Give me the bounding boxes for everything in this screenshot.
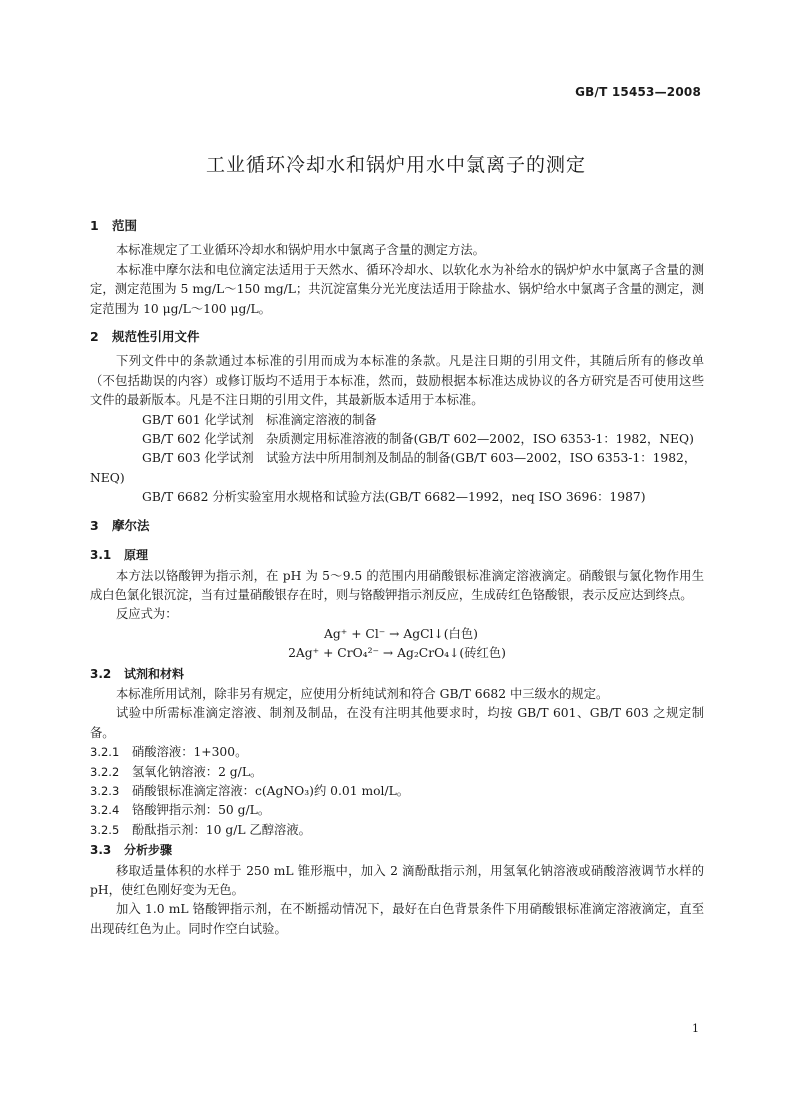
section-number: 2 — [90, 329, 99, 345]
paragraph: 试验中所需标准滴定溶液、制剂及制品，在没有注明其他要求时，均按 GB/T 601、GB/T 603 之规定制备。 — [90, 706, 704, 740]
subsection-3-1-heading — [90, 546, 704, 565]
item-number: 3.2.5 — [90, 822, 120, 837]
reference-code: GB/T 602 — [142, 432, 201, 447]
section-2-heading — [90, 327, 704, 346]
paragraph: 移取适量体积的水样于 250 mL 锥形瓶中，加入 2 滴酚酞指示剂，用氢氧化钠溶液或硝酸溶液调节水样的 pH，使红色刚好变为无色。 — [90, 863, 704, 897]
section-title: 范围 — [112, 218, 138, 233]
item-text: 铬酸钾指示剂：50 g/L。 — [132, 803, 271, 818]
reagent-item — [90, 801, 704, 820]
document-title: 工业循环冷却水和锅炉用水中氯离子的测定 — [205, 154, 586, 176]
item-text: 硝酸溶液：1+300。 — [132, 745, 248, 760]
reference-text: 化学试剂 标准滴定溶液的制备 — [204, 412, 377, 427]
reference-item — [90, 430, 704, 449]
section-number: 3 — [90, 517, 99, 533]
section-title: 规范性引用文件 — [112, 329, 200, 345]
section-1-heading — [90, 216, 704, 235]
reference-item — [90, 411, 704, 430]
paragraph: 本方法以铬酸钾为指示剂，在 pH 为 5～9.5 的范围内用硝酸银标准滴定溶液滴定。硝酸银与氯化物作用生成白色氯化银沉淀，当有过量硝酸银存在时，则与铬酸钾指示剂反应，生成砖红色铬酸银，表示反应达到终点。 — [90, 568, 704, 602]
section-title: 摩尔法 — [112, 517, 150, 533]
subsection-title: 原理 — [124, 548, 149, 563]
reagent-item — [90, 782, 704, 801]
subsection-number: 3.1 — [90, 548, 112, 563]
reference-item — [90, 488, 704, 507]
page-number: 1 — [692, 1022, 699, 1035]
reference-code: GB/T 603 — [142, 451, 201, 466]
item-number: 3.2.1 — [90, 745, 120, 760]
item-text: 氢氧化钠溶液：2 g/L。 — [132, 764, 263, 779]
reaction-equation: 2Ag⁺ + CrO₄²⁻ → Ag₂CrO₄↓(砖红色) — [288, 646, 506, 661]
paragraph: 反应式为： — [116, 607, 178, 622]
section-number: 1 — [90, 218, 99, 233]
reagent-item — [90, 743, 704, 762]
reference-text: 化学试剂 杂质测定用标准溶液的制备(GB/T 602—2002，ISO 6353-1：1982，NEQ) — [204, 432, 694, 447]
reagent-item — [90, 821, 704, 840]
subsection-number: 3.2 — [90, 666, 112, 681]
subsection-3-2-heading — [90, 665, 704, 684]
item-text: 酚酞指示剂：10 g/L 乙醇溶液。 — [132, 822, 311, 837]
reference-code: GB/T 6682 — [142, 490, 209, 505]
paragraph: 加入 1.0 mL 铬酸钾指示剂，在不断摇动情况下，最好在白色背景条件下用硝酸银标准滴定溶液滴定，直至出现砖红色为止。同时作空白试验。 — [90, 902, 704, 936]
reagent-item — [90, 763, 704, 782]
item-number: 3.2.3 — [90, 783, 120, 798]
subsection-number: 3.3 — [90, 843, 112, 858]
reference-text: 分析实验室用水规格和试验方法(GB/T 6682—1992，neq ISO 3696：1987) — [212, 490, 646, 505]
standard-code: GB/T 15453—2008 — [575, 85, 701, 99]
reference-code: GB/T 601 — [142, 412, 201, 427]
item-number: 3.2.4 — [90, 803, 120, 818]
subsection-title: 试剂和材料 — [124, 666, 185, 681]
section-3-heading — [90, 516, 704, 535]
paragraph: 本标准规定了工业循环冷却水和锅炉用水中氯离子含量的测定方法。 — [116, 243, 485, 258]
paragraph: 本标准中摩尔法和电位滴定法适用于天然水、循环冷却水、以软化水为补给水的锅炉炉水中氯离子含量的测定，测定范围为 5 mg/L～150 mg/L；共沉淀富集分光光度法适用于除盐水、锅炉给水中氯离子含量的测定，测定范围为 10 μg/L～100 μg/L。 — [90, 262, 704, 316]
item-text: 硝酸银标准滴定溶液：c(AgNO₃)约 0.01 mol/L。 — [132, 783, 410, 798]
paragraph: 下列文件中的条款通过本标准的引用而成为本标准的条款。凡是注日期的引用文件，其随后所有的修改单（不包括勘误的内容）或修订版均不适用于本标准，然而，鼓励根据本标准达成协议的各方研究是否可使用这些文件的最新版本。凡是不注日期的引用文件，其最新版本适用于本标准。 — [90, 354, 704, 408]
reference-text: 化学试剂 试验方法中所用制剂及制品的制备(GB/T 603—2002，ISO 6353-1：1982，NEQ) — [90, 451, 697, 485]
subsection-3-3-heading — [90, 841, 704, 860]
item-number: 3.2.2 — [90, 764, 120, 779]
paragraph: 本标准所用试剂，除非另有规定，应使用分析纯试剂和符合 GB/T 6682 中三级水的规定。 — [116, 686, 609, 701]
subsection-title: 分析步骤 — [124, 843, 173, 858]
reference-item — [90, 449, 704, 488]
reaction-equation: Ag⁺ + Cl⁻ → AgCl↓(白色) — [324, 626, 478, 641]
document-body — [90, 212, 704, 939]
